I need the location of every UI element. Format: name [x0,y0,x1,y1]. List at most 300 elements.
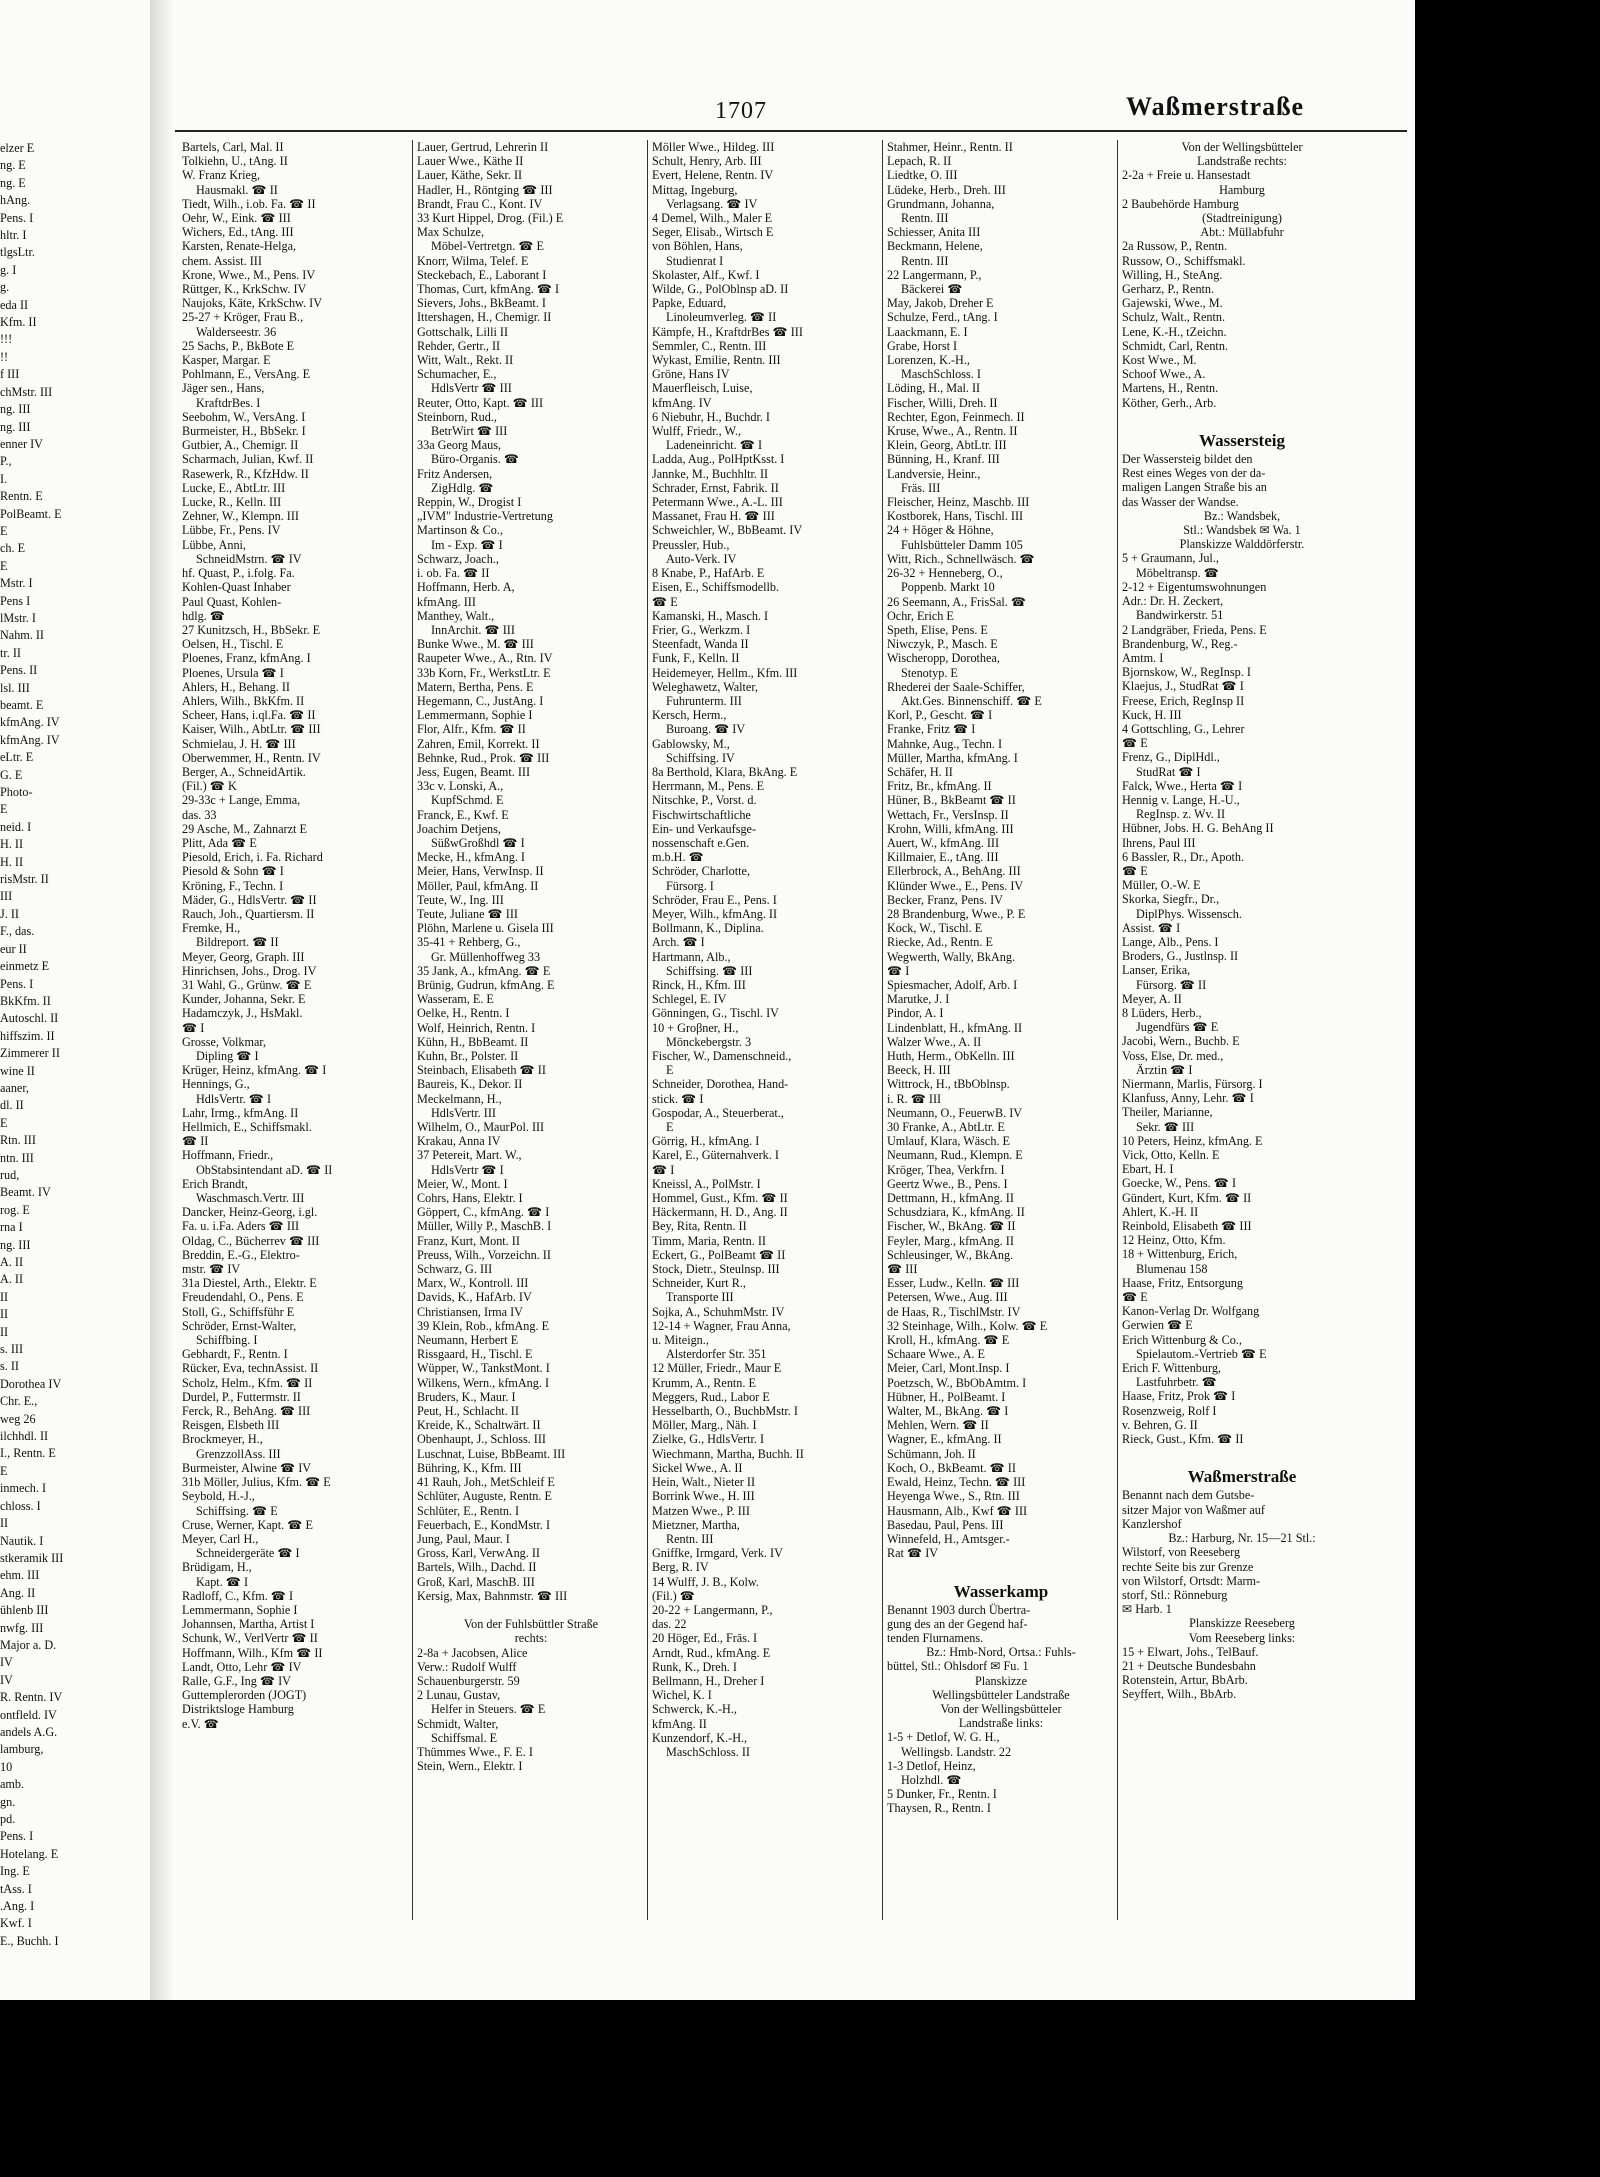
directory-entry-line: Kanon-Verlag Dr. Wolfgang [1122,1304,1260,1319]
directory-entry-line: 1-5 + Detlof, W. G. H., [887,1730,1000,1745]
directory-entry-line: das. 22 [652,1617,687,1632]
directory-entry-line: Petermann Wwe., A.-L. III [652,495,783,510]
fragment-line: E., Buchh. I [0,1933,59,1948]
directory-entry-line: Hadler, H., Röntging ☎ III [417,182,553,197]
directory-entry-line: i. ob. Fa. ☎ II [417,566,490,581]
directory-entry-line: Niermann, Marlis, Fürsorg. I [1122,1077,1263,1091]
directory-entry-line: Schusdziara, K., kfmAng. II [887,1205,1025,1220]
directory-entry-line: Wilstorf, von Reeseberg [1122,1545,1241,1560]
directory-entry-line: Baureis, K., Dekor. II [417,1077,523,1092]
directory-entry-line: RegInsp. z. Wv. II [1136,807,1226,822]
fragment-line: hiffszim. II [0,1028,55,1043]
fragment-line: chMstr. III [0,384,53,399]
fragment-line: gn. [0,1794,16,1809]
directory-entry-line: Seybold, H.-J., [182,1489,255,1504]
directory-entry-line: Ochr, Erich E [887,608,954,623]
directory-entry-line: Kroll, H., kfmAng. ☎ E [887,1333,1010,1348]
directory-entry-line: Oldag, C., Bücherrev ☎ III [182,1233,320,1248]
fragment-line: ch. E [0,541,26,556]
fragment-line: !!! [0,332,13,347]
directory-entry-line: Mönckebergstr. 3 [666,1034,752,1049]
directory-entry-line: Bellmann, H., Dreher I [652,1673,765,1688]
fragment-line: Rtn. III [0,1133,36,1148]
directory-entry-line: stick. ☎ I [652,1091,704,1106]
directory-entry-line: Cohrs, Hans, Elektr. I [417,1191,523,1206]
directory-entry-line: Gerharz, P., Rentn. [1122,282,1215,297]
directory-entry-line: Dancker, Heinz-Georg, i.gl. [182,1205,318,1220]
directory-entry-line: Schiffsmal. E [431,1730,498,1745]
directory-entry-line: Ploenes, Ursula ☎ I [182,665,284,680]
directory-entry-line: Hoffmann, Wilh., Kfm ☎ II [182,1645,323,1660]
directory-entry-line: Frenz, G., DiplHdl., [1122,750,1220,765]
directory-entry-line: 31 Wahl, G., Grünw. ☎ E [182,977,312,992]
directory-entry-line: Bartels, Wilh., Dachd. II [417,1560,537,1575]
directory-entry-line: Fischer, W., Damenschneid., [652,1049,792,1063]
directory-entry-line: Gutbier, A., Chemigr. II [182,438,299,453]
directory-entry-line: Skorka, Siegfr., Dr., [1122,892,1220,907]
directory-entry-line: tenden Flurnamens. [887,1630,984,1645]
directory-entry-line: 5 + Graumann, Jul., [1122,551,1219,566]
fragment-line: H. II [0,837,24,852]
directory-entry-line: Rüttger, K., KrkSchw. IV [182,282,307,297]
directory-entry-line: Knorr, Wilma, Telef. E [417,253,529,268]
directory-entry-line: 8a Berthold, Klara, BkAng. E [652,764,798,779]
fragment-line: g. I [0,262,17,277]
directory-entry-line: Geertz Wwe., B., Pens. I [887,1176,1008,1191]
directory-entry-line: 28 Brandenburg, Wwe., P. E [887,906,1026,921]
fragment-line: tr. II [0,645,21,660]
directory-entry-line: Winnefeld, H., Amtsger.- [887,1531,1010,1546]
directory-entry-line: Lindenblatt, H., kfmAng. II [887,1020,1023,1035]
directory-entry-line: 31a Diestel, Arth., Elektr. E [182,1276,317,1291]
directory-entry-line: Feuerbach, E., KondMstr. I [417,1517,551,1532]
directory-entry-line: Holzhdl. ☎ [901,1772,962,1787]
directory-entry-line: (Stadtreinigung) [1202,211,1282,226]
directory-entry-line: Landt, Otto, Lehr ☎ IV [182,1659,302,1674]
directory-entry-line: Meyer, Carl H., [182,1531,259,1546]
directory-entry-line: Reisgen, Elsbeth III [182,1418,280,1433]
directory-entry-line: Vom Reeseberg links: [1188,1630,1296,1645]
directory-entry-line: Möbeltransp. ☎ [1136,565,1219,580]
directory-entry-line: Kost Wwe., M. [1122,353,1197,368]
directory-entry-line: Rotenstein, Artur, BbArb. [1122,1673,1248,1688]
directory-entry-line: Erich F. Wittenburg, [1122,1361,1221,1376]
directory-entry-line: Klein, Georg, AbtLtr. III [887,438,1007,453]
directory-entry-line: Möller, Paul, kfmAng. II [417,878,539,893]
directory-entry-line: Rieck, Gust., Kfm. ☎ II [1122,1432,1244,1447]
directory-entry-line: von Böhlen, Hans, [652,239,743,254]
directory-entry-line [1122,410,1362,424]
directory-entry-line: Weleghawetz, Walter, [652,679,758,694]
directory-entry-line: Timm, Maria, Rentn. II [652,1233,766,1248]
fragment-line: rna I [0,1220,23,1235]
directory-entry-line: Franke, Fritz ☎ I [887,722,976,737]
directory-entry-line: Marutke, J. I [887,992,950,1007]
directory-entry-line: Hadamczyk, J., HsMakl. [182,1006,303,1021]
directory-entry-line: Fuhrunterm. III [666,693,742,708]
directory-entry-line: m.b.H. ☎ [652,850,704,865]
directory-entry-line: Burmeister, Alwine ☎ IV [182,1460,312,1475]
directory-entry-line: 15 + Elwart, Johs., TelBauf. [1122,1644,1259,1659]
directory-entry-line: Möbel-Vertretgn. ☎ E [431,239,544,254]
directory-entry-line: kfmAng. IV [652,395,712,410]
fragment-line: Autoschl. II [0,1011,59,1026]
directory-entry-line: Teute, Juliane ☎ III [417,906,518,921]
directory-entry-line: 37 Petereit, Mart. W., [417,1148,522,1163]
directory-entry-line: Fischwirtschaftliche [652,807,751,822]
fragment-line: pd. [0,1812,16,1826]
directory-entry-line: Jugendfürs ☎ E [1136,1020,1219,1035]
directory-entry-line: Wilhelm, O., MaurPol. III [417,1120,545,1135]
directory-entry-line: Meyer, A. II [1122,991,1182,1006]
directory-entry-line: Eckert, G., PolBeamt ☎ II [652,1247,786,1262]
directory-entry-line: Meier, W., Mont. I [417,1176,508,1191]
directory-entry-line: ☎ I [652,1162,675,1177]
directory-entry-line: 35 Jank, A., kfmAng. ☎ E [417,963,551,978]
directory-entry-line: Ein- und Verkaufsge- [652,821,757,836]
directory-entry-line: Mietzner, Martha, [652,1517,740,1532]
directory-entry-line: Hommel, Gust., Kfm. ☎ II [652,1191,788,1206]
directory-entry-line: Auto-Verk. IV [666,551,737,566]
directory-entry-line: Scharmach, Julian, Kwf. II [182,452,314,467]
fragment-line: s. III [0,1342,24,1357]
directory-entry-line: Willing, H., SteAng. [1122,267,1223,282]
column-divider [412,140,413,1920]
fragment-line: lMstr. I [0,610,36,625]
directory-entry-line: Lanser, Erika, [1122,963,1191,978]
fragment-line: inmech. I [0,1481,47,1496]
fragment-line: II [0,1289,9,1304]
directory-entry-line: Stl.: Wandsbek ✉ Wa. 1 [1183,523,1301,538]
directory-entry-line: Haase, Fritz, Prok ☎ I [1122,1389,1236,1404]
fragment-line: E [0,802,8,817]
directory-entry-line: Walzer Wwe., A. II [887,1034,982,1049]
directory-entry-line: Steinbach, Elisabeth ☎ II [417,1063,546,1078]
directory-entry-line: Schunk, W., VerlVertr ☎ II [182,1631,318,1646]
directory-entry-line: Martens, H., Rentn. [1122,381,1219,396]
directory-entry-line: 21 + Deutsche Bundesbahn [1122,1658,1256,1673]
directory-entry-line: das. 33 [182,807,217,822]
directory-entry-line: Schiffbing. I [196,1333,258,1348]
directory-entry-line: Plitt, Ada ☎ E [182,835,257,850]
directory-entry-line: Rentn. III [901,253,949,268]
directory-entry-line: Im - Exp. ☎ I [431,537,503,552]
directory-entry-line: Hübner, Jobs. H. G. BehAng II [1122,821,1274,836]
directory-entry-line: Brandt, Frau C., Kont. IV [417,196,543,211]
directory-entry-line: Helfer in Steuers. ☎ E [431,1702,546,1717]
directory-entry-line: Kanzlershof [1122,1516,1182,1531]
fragment-line: Pens. II [0,663,38,678]
directory-entry-line: Thomas, Curt, kfmAng. ☎ I [417,282,560,297]
directory-entry-line: Akt.Ges. Binnenschiff. ☎ E [901,693,1042,708]
directory-entry-line: 6 Niebuhr, H., Buchdr. I [652,409,770,424]
fragment-line: I., Rentn. E [0,1446,56,1461]
directory-entry-line: Ahlers, H., Behang. II [182,679,290,694]
directory-entry-line: Von der Wellingsbütteler [1181,140,1303,154]
directory-entry-line [417,1603,645,1617]
directory-entry-line: 26 Seemann, A., FrisSal. ☎ [887,594,1027,609]
directory-entry-line: 29-33c + Lange, Emma, [182,793,301,808]
directory-entry-line: Kohlen-Quast Inhaber [182,580,291,595]
directory-entry-line: Hellmich, E., Schiffsmakl. [182,1120,312,1135]
directory-entry-line: Wichel, K. I [652,1688,712,1703]
directory-entry-line: Schiffsing. ☎ III [666,963,753,978]
directory-entry-line: „IVM" Industrie-Vertretung [417,509,553,524]
directory-entry-line: Jäger sen., Hans, [182,381,265,396]
directory-entry-line: 4 Gottschling, G., Lehrer [1122,721,1245,736]
directory-entry-line: Stoll, G., Schiffsführ E [182,1304,295,1319]
directory-entry-line: Rentn. III [901,211,949,226]
directory-entry-line: Benannt nach dem Gutsbe- [1122,1488,1255,1503]
directory-entry-line: Wiechmann, Martha, Buchh. II [652,1446,804,1461]
fragment-line: Kwf. I [0,1916,32,1931]
directory-entry-line: Kersig, Max, Bahnmstr. ☎ III [417,1588,568,1603]
directory-entry-line: storf, Stl.: Rönneburg [1122,1587,1228,1602]
directory-entry-line: Schlüter, Auguste, Rentn. E [417,1489,552,1504]
fragment-line: ng. III [0,1237,31,1252]
directory-entry-line: Behnke, Rud., Prok. ☎ III [417,750,550,765]
fragment-line: hltr. I [0,228,27,243]
directory-column-2 [417,140,645,1773]
directory-entry-line: Fischer, Willi, Dreh. II [887,395,998,410]
directory-entry-line: Preuss, Wilh., Vorzeichn. II [417,1247,551,1262]
directory-entry-line: Steckebach, E., Laborant I [417,267,547,282]
directory-entry-line: Jacobi, Wern., Buchb. E [1122,1034,1240,1049]
directory-entry-line: Ploenes, Franz, kfmAng. I [182,651,311,666]
directory-entry-line: Müller, Martha, kfmAng. I [887,750,1018,765]
directory-entry-line: Wulff, Friedr., W., [652,424,741,439]
directory-entry-line: Hoffmann, Herb. A, [417,580,515,595]
directory-entry-line: Seyffert, Wilh., BbArb. [1122,1687,1237,1702]
directory-entry-line: Göppert, C., kfmAng. ☎ I [417,1205,550,1220]
fragment-line: IV [0,1672,13,1687]
directory-entry-line: Lucke, R., Kelln. III [182,495,282,510]
running-head-street: Waßmerstraße [1126,92,1305,121]
directory-entry-line: 2a Russow, P., Rentn. [1122,239,1228,254]
fragment-line: R. Rentn. IV [0,1690,63,1705]
directory-entry-line: Basedau, Paul, Pens. III [887,1517,1004,1532]
directory-entry-line: Fleischer, Heinz, Maschb. III [887,495,1030,510]
directory-entry-line: Herrmann, M., Pens. E [652,779,765,794]
directory-entry-line: HdlsVertr. ☎ I [196,1091,272,1106]
directory-entry-line: Breddin, E.-G., Elektro- [182,1247,300,1262]
directory-entry-line: Ladeneinricht. ☎ I [666,438,763,453]
directory-entry-line: Dipling ☎ I [196,1049,259,1063]
fragment-line: chloss. I [0,1498,41,1513]
directory-entry-line: Amtm. I [1122,650,1164,665]
directory-entry-line: Erich Wittenburg & Co., [1122,1332,1242,1347]
directory-entry-line: Gablowsky, M., [652,736,730,751]
directory-entry-line: v. Behren, G. II [1122,1417,1198,1432]
directory-entry-line: Freudendahl, O., Pens. E [182,1290,304,1305]
directory-entry-line: Reinbold, Elisabeth ☎ III [1122,1219,1252,1234]
directory-entry-line: Wettach, Fr., VersInsp. II [887,807,1009,822]
fragment-line: J. II [0,906,19,921]
directory-entry-line: Plöhn, Marlene u. Gisela III [417,921,554,936]
directory-entry-line: Sievers, Johs., BkBeamt. I [417,296,546,311]
fragment-line: Rentn. E [0,489,43,504]
directory-entry-line: Alsterdorfer Str. 351 [666,1347,767,1362]
directory-entry-line: Beeck, H. III [887,1063,951,1078]
fragment-line: Pens. I [0,210,34,225]
directory-entry-line: Falck, Wwe., Herta ☎ I [1122,778,1243,793]
directory-entry-line: 41 Rauh, Joh., MetSchleif E [417,1475,555,1490]
directory-entry-line: Jung, Paul, Maur. I [417,1531,510,1546]
directory-entry-line: Ebart, H. I [1122,1162,1174,1177]
directory-entry-line: 30 Franke, A., AbtLtr. E [887,1120,1005,1135]
directory-entry-line: Grundmann, Johanna, [887,196,995,211]
directory-entry-line: ☎ E [1122,1290,1148,1305]
directory-entry-line: Reuter, Otto, Kapt. ☎ III [417,395,544,410]
directory-entry-line: Wichers, Ed., tAng. III [182,225,294,240]
directory-entry-line: 25 Sachs, P., BkBote E [182,338,295,353]
fragment-line: .Ang. I [0,1899,35,1914]
directory-entry-line: kfmAng. III [417,594,476,609]
directory-entry-line: Schwarz, G. III [417,1262,493,1277]
fragment-line: E [0,1115,8,1130]
directory-entry-line: InnArchit. ☎ III [431,622,515,637]
directory-entry-line: Oelsen, H., Tischl. E [182,637,284,652]
directory-entry-line: 5 Dunker, Fr., Rentn. I [887,1787,997,1802]
directory-entry-line: Christiansen, Irma IV [417,1304,523,1319]
directory-entry-line: Gross, Karl, VerwAng. II [417,1546,540,1561]
directory-entry-line: Schlüter, E., Rentn. I [417,1503,520,1518]
fragment-line: !! [0,349,9,364]
directory-entry-line: Erich Brandt, [182,1176,248,1191]
directory-entry-line: Transporte III [666,1290,734,1305]
directory-entry-line: Gajewski, Wwe., M. [1122,296,1223,311]
directory-entry-line: Funk, F., Kelln. II [652,651,740,666]
directory-entry-line: Steinborn, Rud., [417,409,497,424]
directory-entry-line: Krumm, A., Rentn. E [652,1375,756,1390]
directory-entry-line: Schümann, Joh. II [887,1446,976,1461]
fragment-line: Ang. II [0,1585,36,1600]
fragment-line: wine II [0,1063,35,1078]
directory-entry-line: Thümmes Wwe., F. E. I [417,1744,533,1759]
fragment-line: ng. III [0,419,31,434]
directory-entry-line: Spiesmacher, Adolf, Arb. I [887,977,1018,992]
directory-column-5 [1122,140,1362,1702]
directory-entry-line: Hegemann, C., JustAng. I [417,693,544,708]
directory-entry-line: Wischeropp, Dorothea, [887,651,1000,666]
directory-entry-line: W. Franz Krieg, [182,168,261,183]
directory-entry-line: Jannke, M., Buchhltr. II [652,466,769,481]
directory-entry-line: kfmAng. II [652,1716,707,1731]
directory-entry-line: Häckermann, H. D., Ang. II [652,1205,788,1220]
directory-entry-line: Witt, Rich., Schnellwäsch. ☎ [887,551,1035,566]
directory-entry-line: Heyenga Wwe., S., Rtn. III [887,1489,1020,1504]
directory-entry-line: HdlsVertr ☎ III [431,381,512,396]
directory-entry-line: Lauer, Gertrud, Lehrerin II [417,140,549,154]
directory-entry-line: Schneidergeräte ☎ I [196,1546,300,1561]
directory-entry-line: Rosenzweig, Rolf I [1122,1403,1217,1418]
directory-entry-line: Rasewerk, R., KfzHdw. II [182,466,309,481]
fragment-line: enner IV [0,436,43,451]
directory-entry-line: E [666,1120,674,1135]
fragment-line: lsl. III [0,680,30,695]
fragment-line: ng. III [0,402,31,417]
fragment-line: einmetz E [0,959,50,974]
directory-entry-line: Assist. ☎ I [1122,920,1181,935]
directory-entry-line: (Fil.) ☎ K [182,779,237,794]
directory-entry-line: Tiedt, Wilh., i.ob. Fa. ☎ II [182,196,316,211]
directory-entry-line: Rehder, Gertr., II [417,338,501,353]
directory-entry-line: Von der Fuhlsbüttler Straße [463,1617,599,1632]
fragment-line: A. II [0,1255,24,1269]
directory-entry-line: Hüner, B., BkBeamt ☎ II [887,793,1016,808]
directory-entry-line: Kreide, K., Schaltwärt. II [417,1418,541,1433]
fragment-line: risMstr. II [0,872,49,887]
directory-entry-line: Brockmeyer, H., [182,1432,263,1447]
directory-entry-line: Blumenau 158 [1136,1261,1208,1276]
directory-entry-line: Reppin, W., Drogist I [417,495,522,510]
fragment-line: II [0,1324,9,1339]
directory-entry-line: Görrig, H., kfmAng. I [652,1134,760,1149]
directory-entry-line: u. Miteign., [652,1333,709,1348]
directory-entry-line: Hausmakl. ☎ II [196,182,278,197]
directory-entry-line: Stenotyp. E [901,665,958,680]
directory-entry-line: Verlagsang. ☎ IV [666,196,758,211]
directory-entry-line: Von der Wellingsbütteler [940,1701,1062,1716]
directory-entry-line: Wilkens, Wern., kfmAng. I [417,1375,550,1390]
directory-entry-line: ☎ II [182,1134,209,1149]
directory-entry-line: Zehner, W., Klempn. III [182,509,299,524]
directory-entry-line: Lucke, E., AbtLtr. III [182,480,286,495]
fragment-line: g. [0,280,10,295]
column-divider [1117,140,1118,1920]
directory-entry-line: HdlsVertr ☎ I [431,1162,504,1177]
directory-entry-line: Fürsorg. ☎ II [1136,977,1207,992]
directory-entry-line: Schröder, Ernst-Walter, [182,1318,297,1333]
fragment-line: A. II [0,1272,24,1287]
directory-entry-line: 14 Wulff, J. B., Kolw. [652,1574,759,1589]
directory-entry-line: 31b Möller, Julius, Kfm. ☎ E [182,1475,331,1490]
directory-entry-line: Feyler, Marg., kfmAng. II [887,1233,1014,1248]
directory-entry-line: Gerwien ☎ E [1122,1318,1193,1333]
directory-entry-line: KraftdrBes. I [196,395,261,410]
fragment-line: lamburg, [0,1742,44,1757]
fragment-line: ng. E [0,158,26,173]
directory-entry-line: Krohn, Willi, kfmAng. III [887,821,1014,836]
directory-entry-line: Gündert, Kurt, Kfm. ☎ II [1122,1190,1252,1205]
directory-entry-line: Arch. ☎ I [652,935,705,950]
directory-entry-line: Niwczyk, P., Masch. E [887,637,998,652]
directory-entry-line: Skolaster, Alf., Kwf. I [652,267,760,282]
fragment-line: II [0,1307,9,1322]
directory-entry-line: ☎ E [1122,863,1148,878]
directory-entry-line: Paul Quast, Kohlen- [182,594,282,609]
directory-entry-line: Bünning, H., Kranf. III [887,452,1000,467]
directory-entry-line: Fremke, H., [182,921,241,936]
directory-entry-line: Hausmann, Alb., Kwf ☎ III [887,1503,1028,1518]
directory-entry-line: MaschSchloss. I [901,367,981,382]
directory-entry-line: Laackmann, E. I [887,324,968,339]
directory-entry-line: Lepach, R. II [887,154,952,169]
directory-entry-line: e.V. ☎ [182,1716,219,1731]
directory-entry-line: Meggers, Rud., Labor E [652,1389,770,1404]
directory-entry-line: Dettmann, H., kfmAng. II [887,1191,1014,1206]
fragment-line: weg 26 [0,1411,36,1426]
directory-entry-line: E [666,1063,674,1078]
directory-entry-line: Rauch, Joh., Quartiersm. II [182,906,315,921]
previous-page-fragment-column [0,140,148,1950]
directory-entry-line: Gröne, Hans IV [652,367,730,382]
directory-entry-line: Obenhaupt, J., Schloss. III [417,1432,546,1447]
directory-entry-line: Müller, Willy P., MaschB. I [417,1219,552,1234]
book-spine-shadow [150,0,176,2000]
directory-entry-line: Voss, Else, Dr. med., [1122,1048,1224,1063]
fragment-line: ehm. III [0,1568,40,1583]
